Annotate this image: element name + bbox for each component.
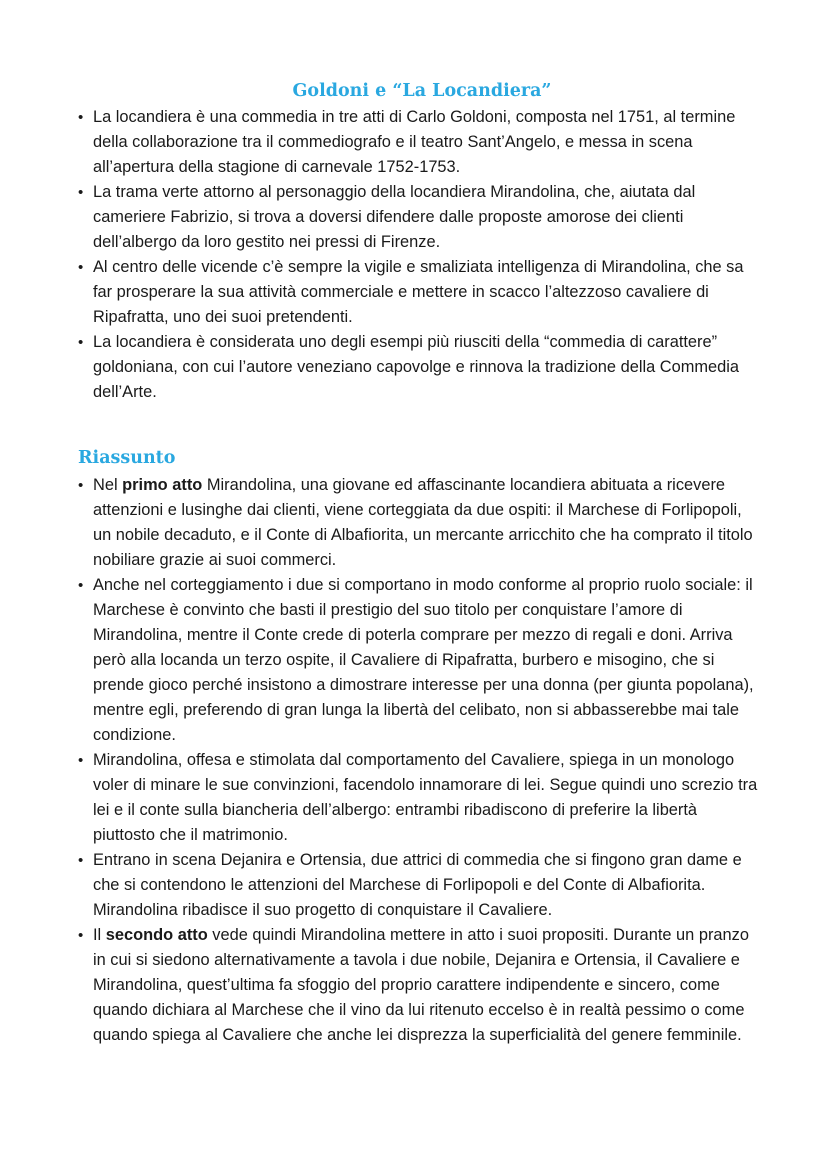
list-item: • La locandiera è considerata uno degli esempi più riusciti della “commedia di carattere” goldoniana, con cui l’autore veneziano capovolge e rinnova la tradizione della Commedia dell’Arte. — [78, 330, 758, 405]
summary-heading: Riassunto — [78, 448, 176, 468]
list-item: • La trama verte attorno al personaggio della locandiera Mirandolina, che, aiutata dal cameriere Fabrizio, si trova a doversi difendere dalle proposte amorose dei clienti dell’albergo da loro gestito nei pressi di Firenze. — [78, 180, 758, 255]
list-item-text: Nel — [93, 476, 123, 494]
list-item-text: vede quindi Mirandolina mettere in atto i suoi propositi. Durante un pranzo in cui si siedono alternativamente a tavola i due nobile, Dejanira e Ortensia, il Cavaliere e Mirandolina, quest’ultima fa sfoggio del proprio carattere indipendente e sincero, come quando dichiara al Marchese che il vino da lui ritenuto eccelso è in realtà pessimo o come quando spiega al Cavaliere che anche lei disprezza la superficialità del genere femminile. — [93, 926, 749, 1044]
summary-bullet-list — [78, 473, 758, 1048]
list-item — [78, 923, 758, 1048]
document-title: Goldoni e “La Locandiera” — [292, 81, 552, 101]
list-item — [78, 473, 758, 573]
list-item: • Al centro delle vicende c’è sempre la vigile e smaliziata intelligenza di Mirandolina, che sa far prosperare la sua attività commerciale e mettere in scacco l’altezzoso cavaliere di Ripafratta, uno dei suoi pretendenti. — [78, 255, 758, 330]
list-item-text: Mirandolina, una giovane ed affascinante locandiera abituata a ricevere attenzioni e lusinghe dai clienti, viene corteggiata da due ospiti: il Marchese di Forlipopoli, un nobile decaduto, e il Conte di Albafiorita, un mercante arricchito che ha comprato il titolo nobiliare grazie ai suoi commerci. — [93, 476, 753, 569]
list-item: • Mirandolina, offesa e stimolata dal comportamento del Cavaliere, spiega in un monologo voler di minare le sue convinzioni, facendolo innamorare di lei. Segue quindi uno screzio tra lei e il conte sulla biancheria dell’albergo: entrambi ribadiscono di preferire la libertà piuttosto che il matrimonio. — [78, 748, 758, 848]
act-label-bold: primo atto — [122, 476, 203, 494]
list-item-text: Il — [93, 926, 106, 944]
list-item: • Anche nel corteggiamento i due si comportano in modo conforme al proprio ruolo sociale: il Marchese è convinto che basti il prestigio del suo titolo per conquistare l’amore di Mirandolina, mentre il Conte crede di poterla comprare per mezzo di regali e doni. Arriva però alla locanda un terzo ospite, il Cavaliere di Ripafratta, burbero e misogino, che si prende gioco perché insistono a dimostrare interesse per una donna (per giunta popolana), mentre egli, preferendo di gran lunga la libertà del celibato, non si abbasserebbe mai tale condizione. — [78, 573, 758, 748]
intro-bullet-list — [78, 105, 758, 405]
list-item: • La locandiera è una commedia in tre atti di Carlo Goldoni, composta nel 1751, al termine della collaborazione tra il commediografo e il teatro Sant’Angelo, e messa in scena all’apertura della stagione di carnevale 1752-1753. — [78, 105, 758, 180]
list-item: • Entrano in scena Dejanira e Ortensia, due attrici di commedia che si fingono gran dame e che si contendono le attenzioni del Marchese di Forlipopoli e del Conte di Albafiorita. Mirandolina ribadisce il suo progetto di conquistare il Cavaliere. — [78, 848, 758, 923]
act-label-bold: secondo atto — [105, 926, 208, 944]
